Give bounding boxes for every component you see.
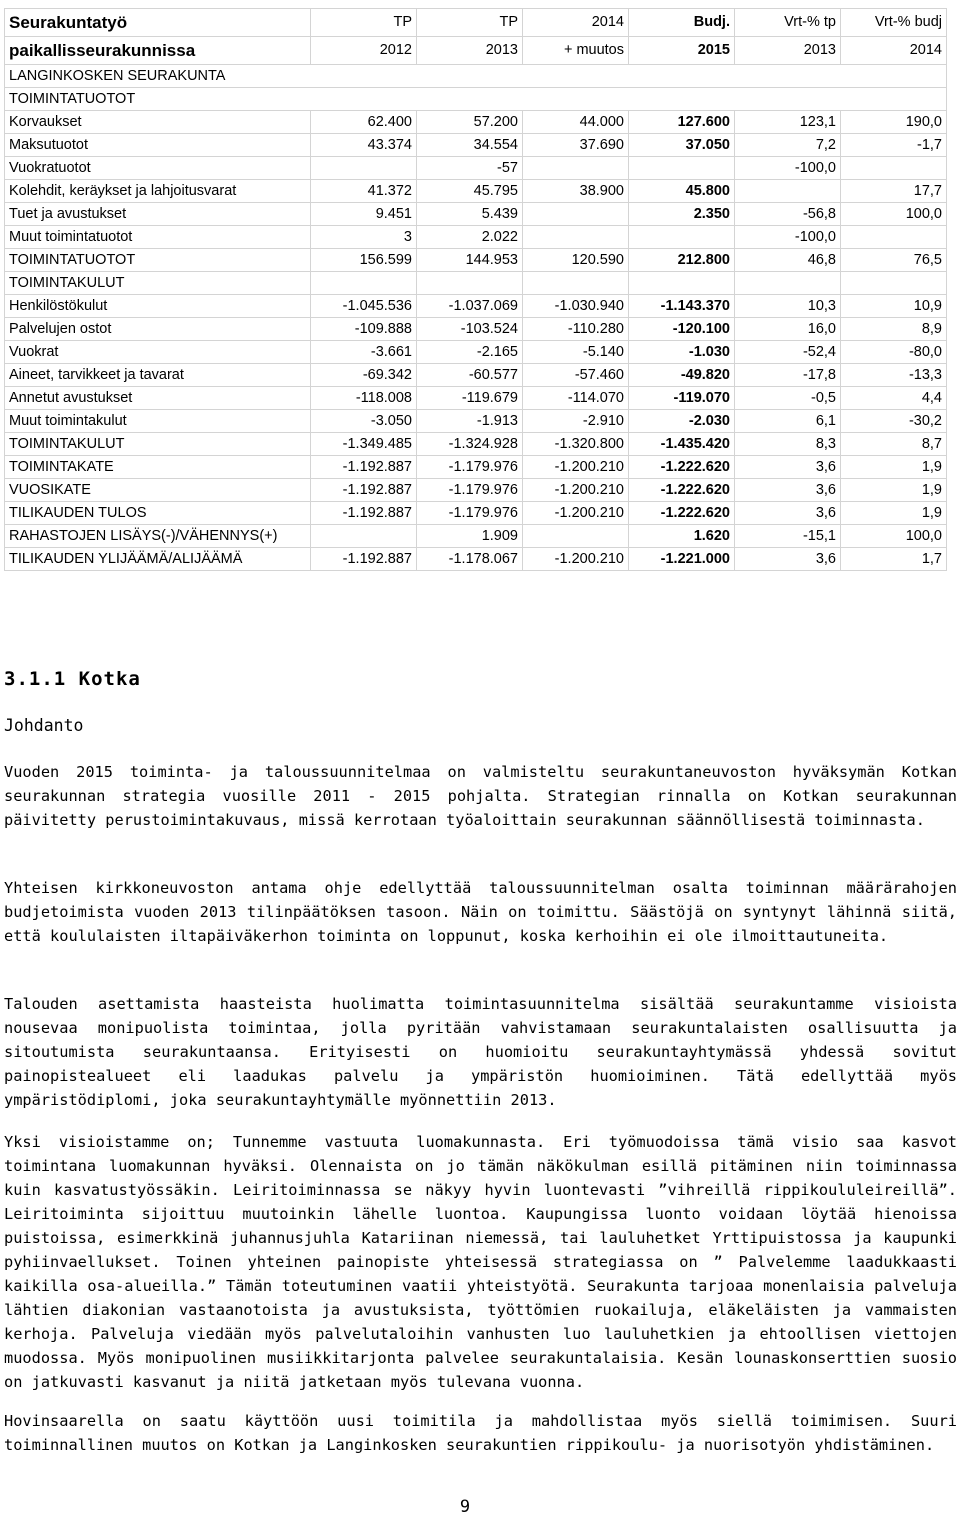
col-header: Budj.: [629, 9, 735, 37]
table-cell: [311, 272, 417, 295]
table-cell: -1.192.887: [311, 548, 417, 571]
table-cell: 1,9: [841, 502, 947, 525]
table-cell: -17,8: [735, 364, 841, 387]
row-label: Maksutuotot: [5, 134, 311, 157]
table-cell: [523, 272, 629, 295]
table-subtitle: paikallisseurakunnissa: [5, 37, 311, 65]
table-cell: 44.000: [523, 111, 629, 134]
table-cell: 1,7: [841, 548, 947, 571]
table-cell: -1.200.210: [523, 456, 629, 479]
table-cell: -1.143.370: [629, 295, 735, 318]
table-cell: 76,5: [841, 249, 947, 272]
table-title: Seurakuntatyö: [5, 9, 311, 37]
table-cell: -1.179.976: [417, 479, 523, 502]
table-cell: [841, 272, 947, 295]
table-cell: -1.222.620: [629, 502, 735, 525]
table-cell: 45.795: [417, 180, 523, 203]
table-cell: 57.200: [417, 111, 523, 134]
table-row: [5, 456, 947, 479]
table-cell: -49.820: [629, 364, 735, 387]
row-label: Muut toimintakulut: [5, 410, 311, 433]
col-header: + muutos: [523, 37, 629, 65]
table-cell: -1.045.536: [311, 295, 417, 318]
table-cell: -57: [417, 157, 523, 180]
row-label: Aineet, tarvikkeet ja tavarat: [5, 364, 311, 387]
row-label: VUOSIKATE: [5, 479, 311, 502]
table-cell: 8,3: [735, 433, 841, 456]
table-cell: 62.400: [311, 111, 417, 134]
table-cell: -1.037.069: [417, 295, 523, 318]
header-row-2: [5, 37, 947, 65]
table-row: [5, 180, 947, 203]
row-label: Henkilöstökulut: [5, 295, 311, 318]
table-cell: 2.350: [629, 203, 735, 226]
table-cell: -13,3: [841, 364, 947, 387]
table-cell: -69.342: [311, 364, 417, 387]
table-cell: -15,1: [735, 525, 841, 548]
table-cell: 9.451: [311, 203, 417, 226]
parish-row: [5, 65, 947, 88]
row-label: TOIMINTAKULUT: [5, 272, 311, 295]
table-cell: 43.374: [311, 134, 417, 157]
table-cell: 41.372: [311, 180, 417, 203]
table-cell: -1.030.940: [523, 295, 629, 318]
table-cell: 1.909: [417, 525, 523, 548]
paragraph: Yksi visioistamme on; Tunnemme vastuuta luomakunnasta. Eri työmuodoissa tämä visio saa kasvot toimintana luomakunnan hyväksi. Olennaista on jo tämän näkökulman esillä pitäminen niin toiminnassa kuin kasvatustyössäkin. Leiritoiminnassa se näkyy hyvin luontevasti ”vihreillä rippikoululeireillä”. Leiritoiminta sijoittuu muutoinkin lähelle luontoa. Kaupungissa luonto voidaan löytää hienoissa puistoissa, esimerkkinä juhannusjuhla Katariinan niemessä, tai lauluhetket Yrttipuistossa ja kaupunki pyhiinvaellukset. Toinen yhteinen painopiste yhteisessä strategiassa on ” Palvelemme laadukkaasti kaikilla osa-alueilla.” Tämän toteutuminen vaatii yhteistyötä. Seurakunta tarjoaa monenlaisia palveluja lähtien diakonian vastaanotoista ja avustuksista, työttömien ruokailuja, eläkeläisten ja vammaisten kerhoja. Palveluja viedään myös palvelutaloihin vanhusten luo lauluhetkien ja ehtoollisen viettojen muodossa. Myös monipuolinen musiikkitarjonta palvelee seurakuntalaisia. Kesän lounaskonserttien suosio on jatkuvasti kasvanut ja niitä jatketaan myös tulevana vuonna.: [4, 1133, 957, 1391]
row-label: Palvelujen ostot: [5, 318, 311, 341]
table-cell: 212.800: [629, 249, 735, 272]
table-row: [5, 203, 947, 226]
table-row: [5, 410, 947, 433]
table-row: [5, 433, 947, 456]
table-row: [5, 226, 947, 249]
row-label: Korvaukset: [5, 111, 311, 134]
table-cell: 100,0: [841, 525, 947, 548]
table-cell: -60.577: [417, 364, 523, 387]
table-row: [5, 295, 947, 318]
table-row: [5, 548, 947, 571]
table-cell: -2.030: [629, 410, 735, 433]
table-cell: 3: [311, 226, 417, 249]
row-label: TOIMINTAKATE: [5, 456, 311, 479]
table-row: [5, 249, 947, 272]
table-cell: -100,0: [735, 157, 841, 180]
table-cell: -3.661: [311, 341, 417, 364]
table-row: [5, 479, 947, 502]
table-cell: [417, 272, 523, 295]
row-label: TOIMINTAKULUT: [5, 433, 311, 456]
table-cell: 1,9: [841, 456, 947, 479]
table-cell: 5.439: [417, 203, 523, 226]
row-label: Tuet ja avustukset: [5, 203, 311, 226]
table-cell: [735, 180, 841, 203]
table-cell: -80,0: [841, 341, 947, 364]
table-cell: -1.200.210: [523, 502, 629, 525]
table-cell: -1.192.887: [311, 456, 417, 479]
table-cell: -119.679: [417, 387, 523, 410]
table-cell: 3,6: [735, 502, 841, 525]
table-cell: -52,4: [735, 341, 841, 364]
col-header: TP: [311, 9, 417, 37]
table-cell: [311, 157, 417, 180]
table-cell: -1.320.800: [523, 433, 629, 456]
table-cell: 37.690: [523, 134, 629, 157]
table-cell: -5.140: [523, 341, 629, 364]
table-cell: 3,6: [735, 479, 841, 502]
table-cell: -1.200.210: [523, 479, 629, 502]
table-cell: 6,1: [735, 410, 841, 433]
col-header: 2013: [735, 37, 841, 65]
table-cell: -2.910: [523, 410, 629, 433]
table-cell: -1.435.420: [629, 433, 735, 456]
table-cell: 16,0: [735, 318, 841, 341]
row-label: RAHASTOJEN LISÄYS(-)/VÄHENNYS(+): [5, 525, 311, 548]
table-row: [5, 272, 947, 295]
table-row: [5, 525, 947, 548]
table-cell: [629, 272, 735, 295]
table-cell: -120.100: [629, 318, 735, 341]
header-row-1: [5, 9, 947, 37]
table-cell: -109.888: [311, 318, 417, 341]
table-cell: [629, 226, 735, 249]
col-header: 2014: [523, 9, 629, 37]
table-cell: -1.324.928: [417, 433, 523, 456]
table-cell: -1.200.210: [523, 548, 629, 571]
col-header: 2013: [417, 37, 523, 65]
parish-name: LANGINKOSKEN SEURAKUNTA: [5, 65, 947, 88]
table-cell: -114.070: [523, 387, 629, 410]
table-cell: 17,7: [841, 180, 947, 203]
table-cell: 8,7: [841, 433, 947, 456]
table-cell: 3,6: [735, 456, 841, 479]
table-cell: -1.913: [417, 410, 523, 433]
income-heading: TOIMINTATUOTOT: [5, 88, 947, 111]
table-cell: -1.178.067: [417, 548, 523, 571]
table-cell: -57.460: [523, 364, 629, 387]
table-cell: -1.192.887: [311, 502, 417, 525]
row-label: Vuokratuotot: [5, 157, 311, 180]
table-cell: 4,4: [841, 387, 947, 410]
table-cell: [523, 157, 629, 180]
table-cell: 120.590: [523, 249, 629, 272]
section-heading: 3.1.1 Kotka: [4, 668, 141, 690]
table-cell: 45.800: [629, 180, 735, 203]
table-cell: -1.222.620: [629, 479, 735, 502]
table-cell: -30,2: [841, 410, 947, 433]
table-row: [5, 111, 947, 134]
table-cell: -118.008: [311, 387, 417, 410]
col-header: 2014: [841, 37, 947, 65]
paragraph: Vuoden 2015 toiminta- ja taloussuunnitelmaa on valmisteltu seurakuntaneuvoston hyväksymän Kotkan seurakunnan strategia vuosille 2011 - 2015 pohjalta. Strategian rinnalla on Kotkan seurakunnan päivitetty perustoimintakuvaus, missä kerrotaan työaloittain seurakunnan säännöllisestä toiminnasta.: [4, 763, 957, 829]
table-cell: [841, 226, 947, 249]
table-cell: 7,2: [735, 134, 841, 157]
col-header: Vrt-% budj: [841, 9, 947, 37]
row-label: Kolehdit, keräykset ja lahjoitusvarat: [5, 180, 311, 203]
table-cell: 3,6: [735, 548, 841, 571]
table-cell: 190,0: [841, 111, 947, 134]
col-header: 2012: [311, 37, 417, 65]
intro-heading: Johdanto: [4, 716, 84, 735]
row-label: TOIMINTATUOTOT: [5, 249, 311, 272]
table-cell: 10,9: [841, 295, 947, 318]
table-cell: -0,5: [735, 387, 841, 410]
page-number: 9: [459, 1497, 471, 1517]
table-cell: [629, 157, 735, 180]
table-cell: -2.165: [417, 341, 523, 364]
table-row: [5, 318, 947, 341]
table-cell: 144.953: [417, 249, 523, 272]
table-row: [5, 387, 947, 410]
row-label: TILIKAUDEN YLIJÄÄMÄ/ALIJÄÄMÄ: [5, 548, 311, 571]
table-cell: [841, 157, 947, 180]
table-cell: -1.192.887: [311, 479, 417, 502]
table-cell: 46,8: [735, 249, 841, 272]
col-header: 2015: [629, 37, 735, 65]
table-cell: 38.900: [523, 180, 629, 203]
table-cell: -3.050: [311, 410, 417, 433]
col-header: Vrt-% tp: [735, 9, 841, 37]
table-cell: [523, 203, 629, 226]
row-label: Vuokrat: [5, 341, 311, 364]
table-cell: -100,0: [735, 226, 841, 249]
table-cell: 1,9: [841, 479, 947, 502]
table-cell: 1.620: [629, 525, 735, 548]
table-cell: [523, 226, 629, 249]
table-row: [5, 134, 947, 157]
table-cell: -1.179.976: [417, 456, 523, 479]
table-cell: -1.030: [629, 341, 735, 364]
finance-table: [4, 8, 947, 571]
table-row: [5, 341, 947, 364]
table-cell: 156.599: [311, 249, 417, 272]
table-cell: -119.070: [629, 387, 735, 410]
table-cell: -1.179.976: [417, 502, 523, 525]
table-cell: 2.022: [417, 226, 523, 249]
table-row: [5, 502, 947, 525]
table-cell: 8,9: [841, 318, 947, 341]
row-label: Annetut avustukset: [5, 387, 311, 410]
table-cell: 34.554: [417, 134, 523, 157]
table-cell: -1.221.000: [629, 548, 735, 571]
table-cell: [735, 272, 841, 295]
table-cell: 100,0: [841, 203, 947, 226]
paragraph: Talouden asettamista haasteista huolimatta toimintasuunnitelma sisältää seurakuntamme visioista nousevaa monipuolista toimintaa, jolla pyritään vahvistamaan seurakuntalaisten osallisuutta ja sitoutumista seurakuntaansa. Erityisesti on huomioitu seurakuntayhtymässä yhdessä sovitut painopistealueet eli laadukas palvelu ja ympäristön huomioiminen. Tätä edellyttää myös ympäristödiplomi, joka seurakuntayhtymälle myönnettiin 2013.: [4, 995, 957, 1109]
table-cell: -110.280: [523, 318, 629, 341]
table-cell: 123,1: [735, 111, 841, 134]
table-row: [5, 364, 947, 387]
paragraph: Hovinsaarella on saatu käyttöön uusi toimitila ja mahdollistaa myös siellä toimimisen. Suuri toiminnallinen muutos on Kotkan ja Langinkosken seurakuntien rippikoulu- ja nuorisotyön yhdistäminen.: [4, 1412, 957, 1454]
table-cell: -1.222.620: [629, 456, 735, 479]
table-cell: -103.524: [417, 318, 523, 341]
table-cell: [523, 525, 629, 548]
row-label: TILIKAUDEN TULOS: [5, 502, 311, 525]
col-header: TP: [417, 9, 523, 37]
table-row: [5, 157, 947, 180]
paragraph: Yhteisen kirkkoneuvoston antama ohje edellyttää taloussuunnitelman osalta toiminnan määrärahojen budjetoimista vuoden 2013 tilinpäätöksen tasoon. Näin on toimittu. Säästöjä on syntynyt lähinnä siitä, että koululaisten iltapäiväkerhon toiminta on loppunut, koska kerhoihin ei ole ilmoittautuneita.: [4, 879, 957, 945]
table-cell: 127.600: [629, 111, 735, 134]
table-cell: 37.050: [629, 134, 735, 157]
row-label: Muut toimintatuotot: [5, 226, 311, 249]
table-cell: -1.349.485: [311, 433, 417, 456]
section-row: [5, 88, 947, 111]
table-cell: 10,3: [735, 295, 841, 318]
table-cell: -56,8: [735, 203, 841, 226]
table-cell: -1,7: [841, 134, 947, 157]
table-cell: [311, 525, 417, 548]
